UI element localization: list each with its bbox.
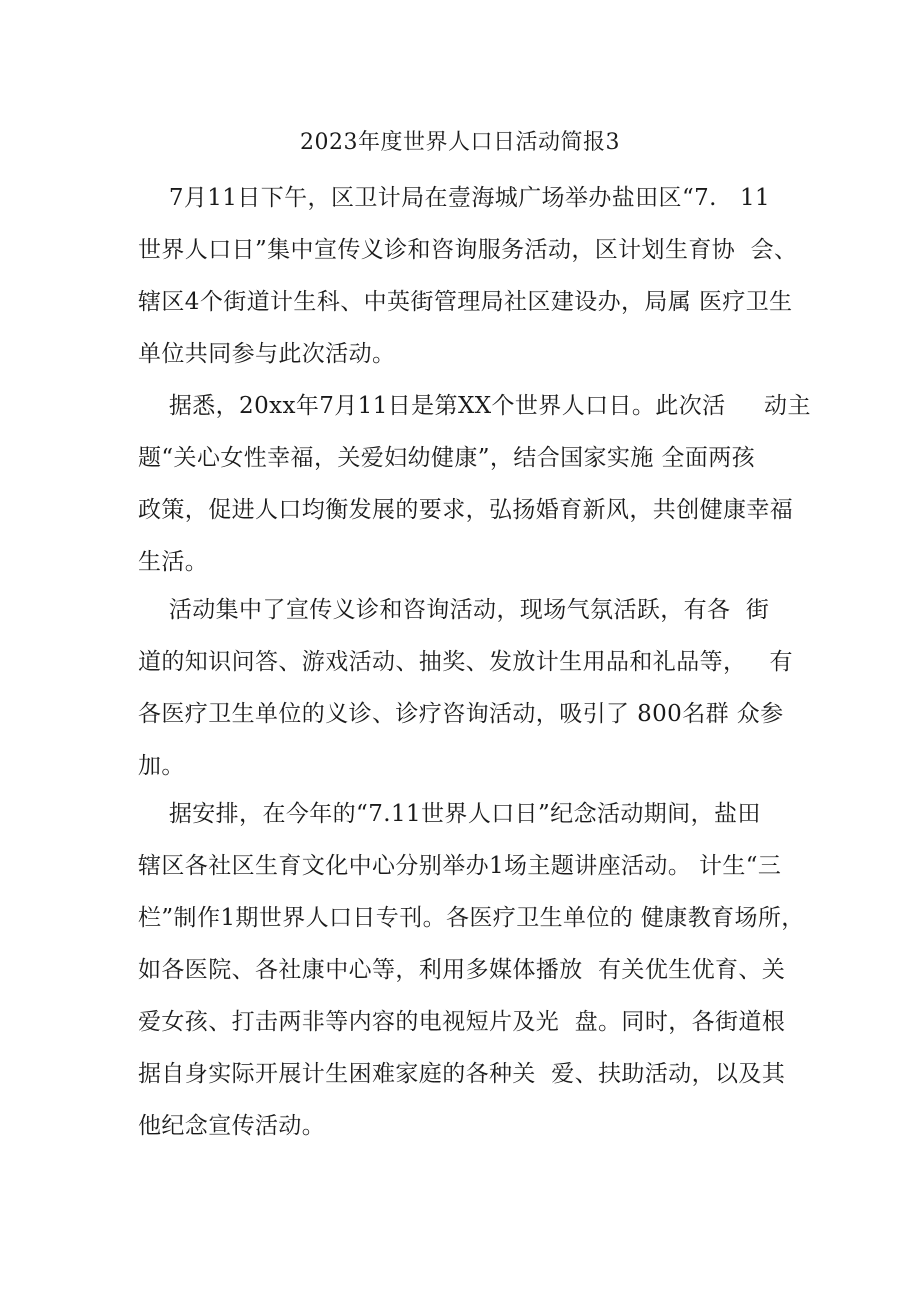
paragraph-line: 加。 (138, 753, 185, 779)
paragraph-1 (138, 172, 798, 380)
document-title: 2023年度世界人口日活动简报3 (300, 130, 620, 155)
paragraph-line: 各医疗卫生单位的义诊、诊疗咨询活动，吸引了 800名群 众参 (138, 701, 784, 727)
paragraph-line: 7月11日下午，区卫计局在壹海城广场举办盐田区“7. 11 (138, 185, 771, 211)
paragraph-line: 如各医院、各社康中心等，利用多媒体播放 有关优生优育、关 (138, 957, 786, 983)
paragraph-line: 据悉，20xx年7月11日是第XX个世界人口日。此次活 动主 (138, 393, 811, 419)
paragraph-line: 辖区各社区生育文化中心分别举办1场主题讲座活动。 计生“三 (138, 853, 782, 879)
paragraph-line: 道的知识问答、游戏活动、抽奖、发放计生用品和礼品等， 有 (138, 649, 793, 675)
paragraph-line: 活动集中了宣传义诊和咨询活动，现场气氛活跃，有各 街 (138, 597, 770, 623)
paragraph-line: 生活。 (138, 549, 209, 575)
paragraph-line: 他纪念宣传活动。 (138, 1113, 326, 1139)
paragraph-line: 栏”制作1期世界人口日专刊。各医疗卫生单位的 健康教育场所， (138, 905, 805, 931)
paragraph-4 (138, 788, 805, 1152)
paragraph-line: 政策，促进人口均衡发展的要求，弘扬婚育新风，共创健康幸福 (138, 497, 794, 523)
paragraph-line: 据安排，在今年的“7.11世界人口日”纪念活动期间，盐田 (138, 801, 761, 827)
paragraph-line: 世界人口日”集中宣传义诊和咨询服务活动，区计划生育协 会、 (138, 237, 798, 263)
paragraph-line: 爱女孩、打击两非等内容的电视短片及光 盘。同时，各街道根 (138, 1009, 786, 1035)
paragraph-line: 辖区4个街道计生科、中英街管理局社区建设办，局属 医疗卫生 (138, 289, 793, 315)
paragraph-3 (138, 584, 798, 792)
paragraph-line: 据自身实际开展计生困难家庭的各种关 爱、扶助活动，以及其 (138, 1061, 786, 1087)
paragraph-2 (138, 380, 811, 588)
paragraph-line: 题“关心女性幸福，关爱妇幼健康”，结合国家实施 全面两孩 (138, 445, 756, 471)
paragraph-line: 单位共同参与此次活动。 (138, 341, 396, 367)
